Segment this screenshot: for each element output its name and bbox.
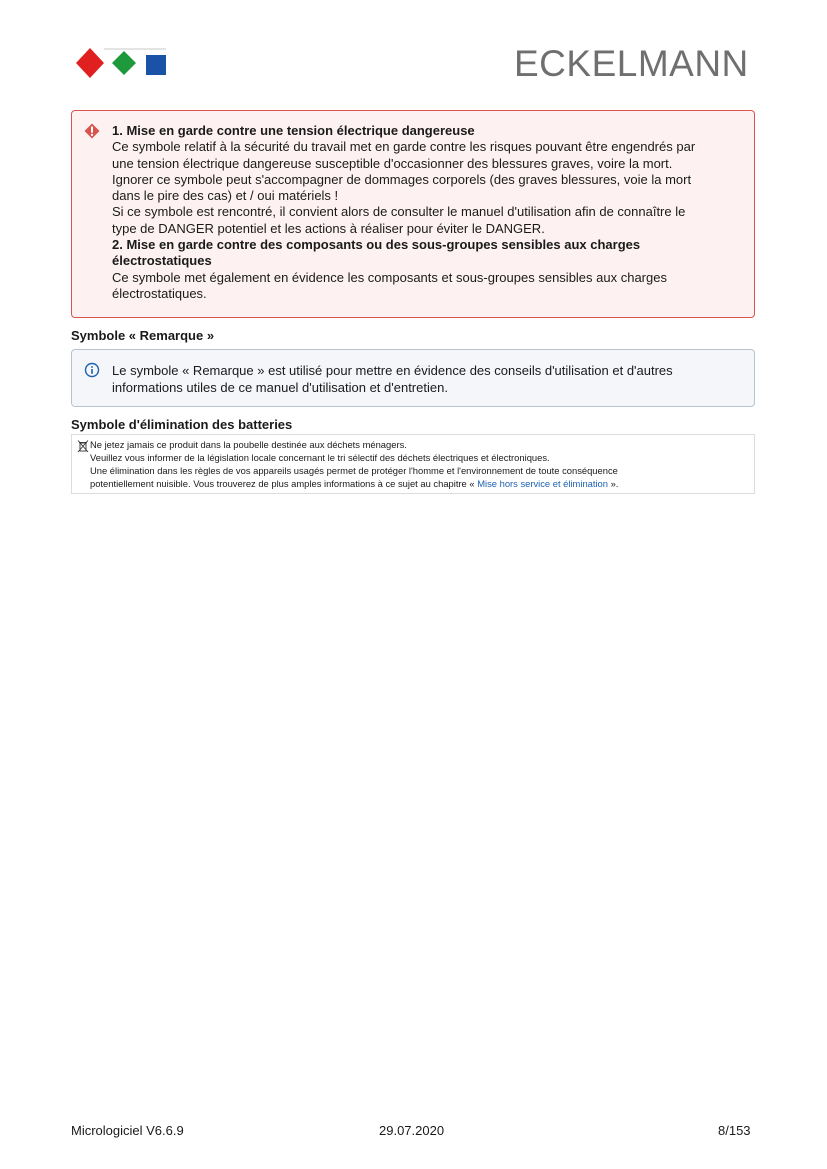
warning-body-line: électrostatiques. <box>112 285 207 301</box>
batteries-line-suffix: ». <box>607 478 619 489</box>
footer-date: 29.07.2020 <box>379 1123 445 1138</box>
batteries-line: Ne jetez jamais ce produit dans la poubelle destinée aux déchets ménagers. <box>90 439 407 450</box>
warning-body-line: une tension électrique dangereuse susceptible d'occasionner des blessures graves, voire la mort. <box>112 155 673 171</box>
remarque-heading: Symbole « Remarque » <box>71 328 215 343</box>
batteries-text <box>90 438 750 490</box>
footer-product: Micrologiciel V6.6.9 <box>71 1123 184 1138</box>
warning-body-line: Ce symbole relatif à la sécurité du travail met en garde contre les risques pouvant être engendrés par <box>112 139 696 155</box>
warning-title-2: 2. Mise en garde contre des composants ou des sous-groupes sensibles aux charges <box>112 237 641 253</box>
warning-text <box>112 123 742 302</box>
remarque-text <box>112 362 732 396</box>
batteries-box <box>71 434 755 494</box>
brand-name: ECKELMANN <box>514 43 749 84</box>
crossed-bin-icon <box>76 439 90 453</box>
company-logo <box>74 46 170 80</box>
link-mise-hors-service[interactable]: Mise hors service et élimination <box>477 478 608 489</box>
warning-body-line: Ignorer ce symbole peut s'accompagner de dommages corporels (des graves blessures, voie la mort <box>112 171 692 187</box>
info-circle-icon <box>84 362 100 378</box>
warning-diamond-icon <box>84 123 100 139</box>
batteries-line: Veuillez vous informer de la législation locale concernant le tri sélectif des déchets électriques et électroniques. <box>90 452 550 463</box>
logo-red-diamond <box>76 48 104 78</box>
batteries-line-prefix: potentiellement nuisible. Vous trouverez de plus amples informations à ce sujet au chapitre « <box>90 478 478 489</box>
footer-page-number: 8/153 <box>718 1123 751 1138</box>
remarque-note-box <box>71 349 755 407</box>
danger-warning-box <box>71 110 755 318</box>
batteries-line <box>90 477 750 490</box>
batteries-heading: Symbole d'élimination des batteries <box>71 417 293 432</box>
logo-blue-square <box>146 55 166 75</box>
warning-body-line: Si ce symbole est rencontré, il convient alors de consulter le manuel d'utilisation afin de connaître le <box>112 204 686 220</box>
warning-body-line: dans le pire des cas) et / oui matériels ! <box>112 188 339 204</box>
remarque-line: Le symbole « Remarque » est utilisé pour mettre en évidence des conseils d'utilisation et d'autres <box>112 363 673 378</box>
remarque-line: informations utiles de ce manuel d'utilisation et d'entretien. <box>112 380 448 395</box>
warning-title-1: 1. Mise en garde contre une tension électrique dangereuse <box>112 123 475 138</box>
batteries-line: Une élimination dans les règles de vos appareils usagés permet de protéger l'homme et l'environnement de toute conséquence <box>90 465 618 476</box>
logo-green-diamond <box>112 51 136 75</box>
warning-body-line: Ce symbole met également en évidence les composants et sous-groupes sensibles aux charges <box>112 269 667 285</box>
warning-title-2-cont: électrostatiques <box>112 253 212 269</box>
warning-body-line: type de DANGER potentiel et les actions à réaliser pour éviter le DANGER. <box>112 220 545 236</box>
